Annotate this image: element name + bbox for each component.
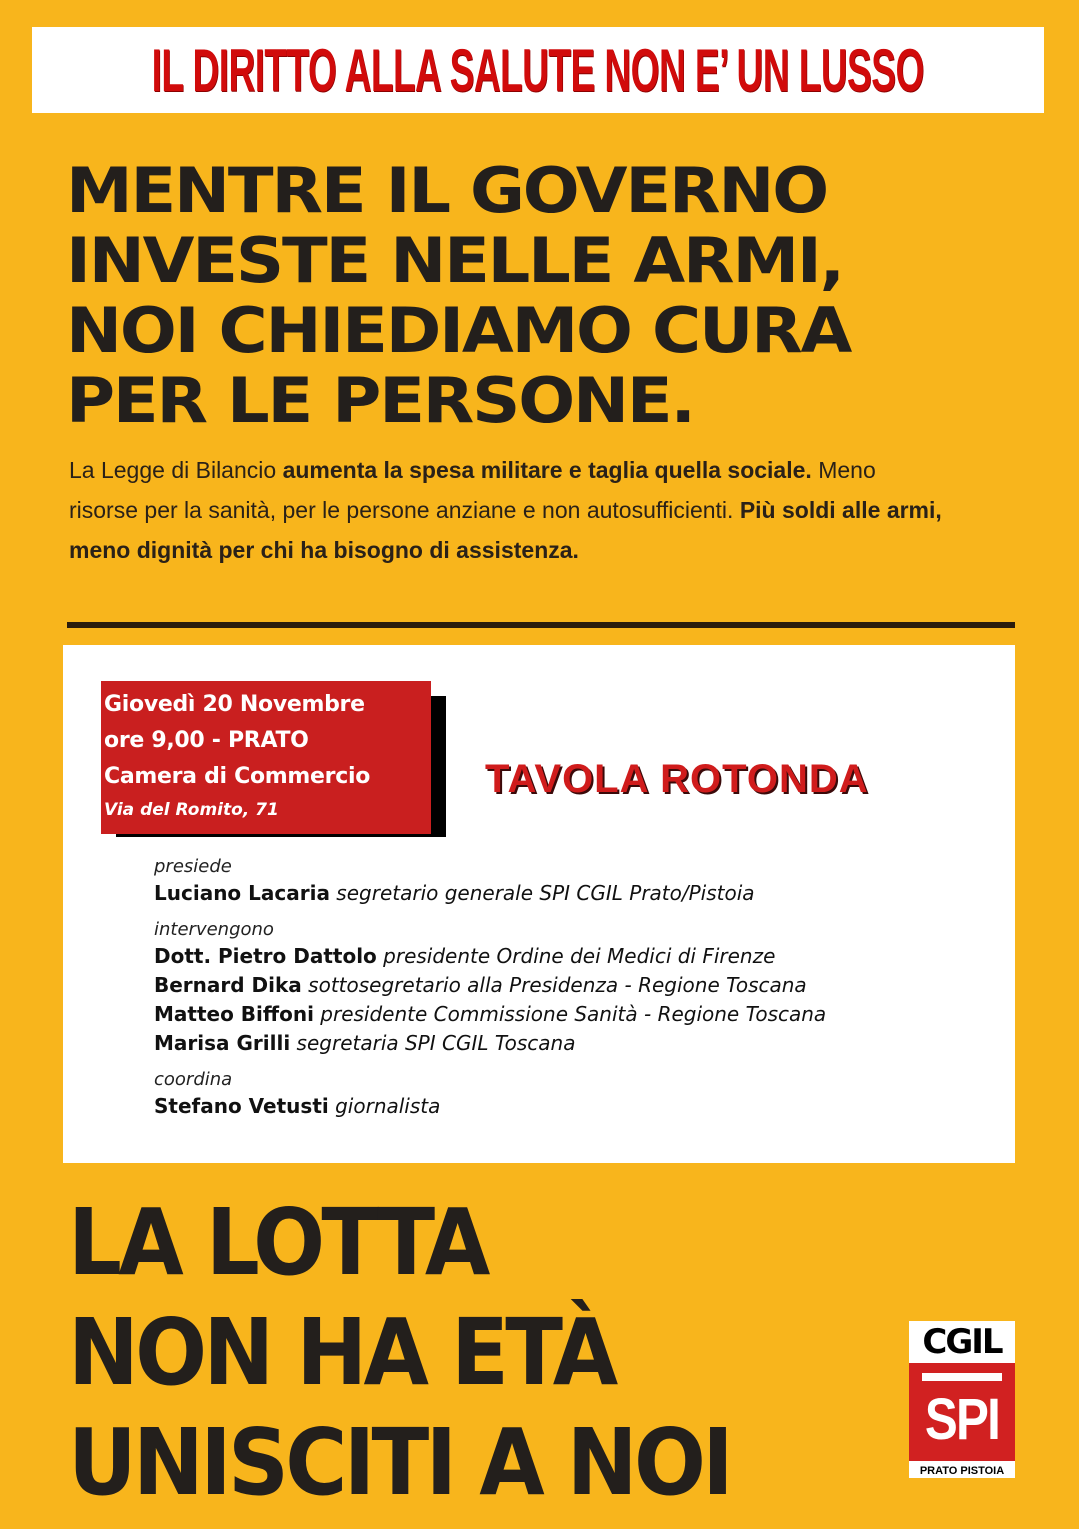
speaker-title: sottosegretario alla Presidenza - Regione Toscana — [308, 973, 807, 997]
role-label: intervengono — [154, 919, 274, 940]
speaker-name: Stefano Vetusti — [154, 1094, 329, 1118]
headline-line: NOI CHIEDIAMO CURA — [66, 294, 851, 367]
program — [154, 855, 994, 1131]
intro-paragraph — [69, 450, 949, 570]
role-label: coordina — [154, 1069, 233, 1090]
logo-red-block — [909, 1363, 1015, 1461]
speaker-name: Matteo Biffoni — [154, 1002, 314, 1026]
event-card — [63, 645, 1015, 1163]
speaker-name: Luciano Lacaria — [154, 881, 330, 905]
banner-title: IL DIRITTO ALLA SALUTE NON E’ UN LUSSO — [151, 36, 925, 104]
slogan-line: LA LOTTA — [68, 1189, 487, 1296]
role-label: presiede — [154, 856, 232, 877]
speaker — [154, 1000, 994, 1029]
speaker-title: segretario generale SPI CGIL Prato/Pistoia — [336, 881, 755, 905]
speaker — [154, 942, 994, 971]
logo-subtitle: PRATO PISTOIA — [919, 1465, 1005, 1477]
speaker-name: Dott. Pietro Dattolo — [154, 944, 377, 968]
speaker-name: Marisa Grilli — [154, 1031, 291, 1055]
slogan — [68, 1188, 730, 1518]
event-date: Giovedì 20 Novembre — [104, 692, 365, 717]
headline — [66, 156, 850, 436]
intro-text: La Legge di Bilancio — [69, 457, 283, 483]
headline-line: MENTRE IL GOVERNO — [66, 154, 828, 227]
logo-cgil-text: CGIL — [922, 1322, 1002, 1362]
event-venue: Camera di Commercio — [104, 764, 371, 789]
speaker-title: segretaria SPI CGIL Toscana — [296, 1031, 576, 1055]
logo-bar — [922, 1373, 1002, 1381]
event-address: Via del Romito, 71 — [104, 800, 279, 820]
group-intervengono — [154, 918, 994, 1058]
logo-spi-text: SPI — [924, 1387, 1000, 1452]
cgil-spi-logo — [909, 1321, 1015, 1478]
event-title: TAVOLA ROTONDA — [485, 757, 869, 801]
speaker-title: presidente Commissione Sanità - Regione Toscana — [320, 1002, 827, 1026]
slogan-line: UNISCITI A NOI — [68, 1409, 731, 1516]
divider — [67, 622, 1015, 628]
intro-bold: Più soldi alle armi, meno dignità per chi ha bisogno di assistenza. — [69, 497, 942, 563]
date-box — [101, 681, 431, 834]
speaker — [154, 879, 994, 908]
speaker — [154, 971, 994, 1000]
speaker-name: Bernard Dika — [154, 973, 302, 997]
speaker — [154, 1092, 994, 1121]
group-coordina — [154, 1068, 994, 1121]
intro-bold: aumenta la spesa militare e taglia quella sociale. — [282, 457, 812, 483]
intro-text: Meno risorse per la sanità, per le persone anziane e non autosufficienti. — [69, 457, 876, 523]
top-banner — [32, 27, 1044, 113]
headline-line: PER LE PERSONE. — [66, 364, 694, 437]
slogan-line: NON HA ETÀ — [68, 1299, 615, 1406]
event-time-place: ore 9,00 - PRATO — [104, 728, 309, 753]
headline-line: INVESTE NELLE ARMI, — [66, 224, 843, 297]
group-presiede — [154, 855, 994, 908]
speaker-title: presidente Ordine dei Medici di Firenze — [383, 944, 776, 968]
speaker — [154, 1029, 994, 1058]
speaker-title: giornalista — [335, 1094, 441, 1118]
